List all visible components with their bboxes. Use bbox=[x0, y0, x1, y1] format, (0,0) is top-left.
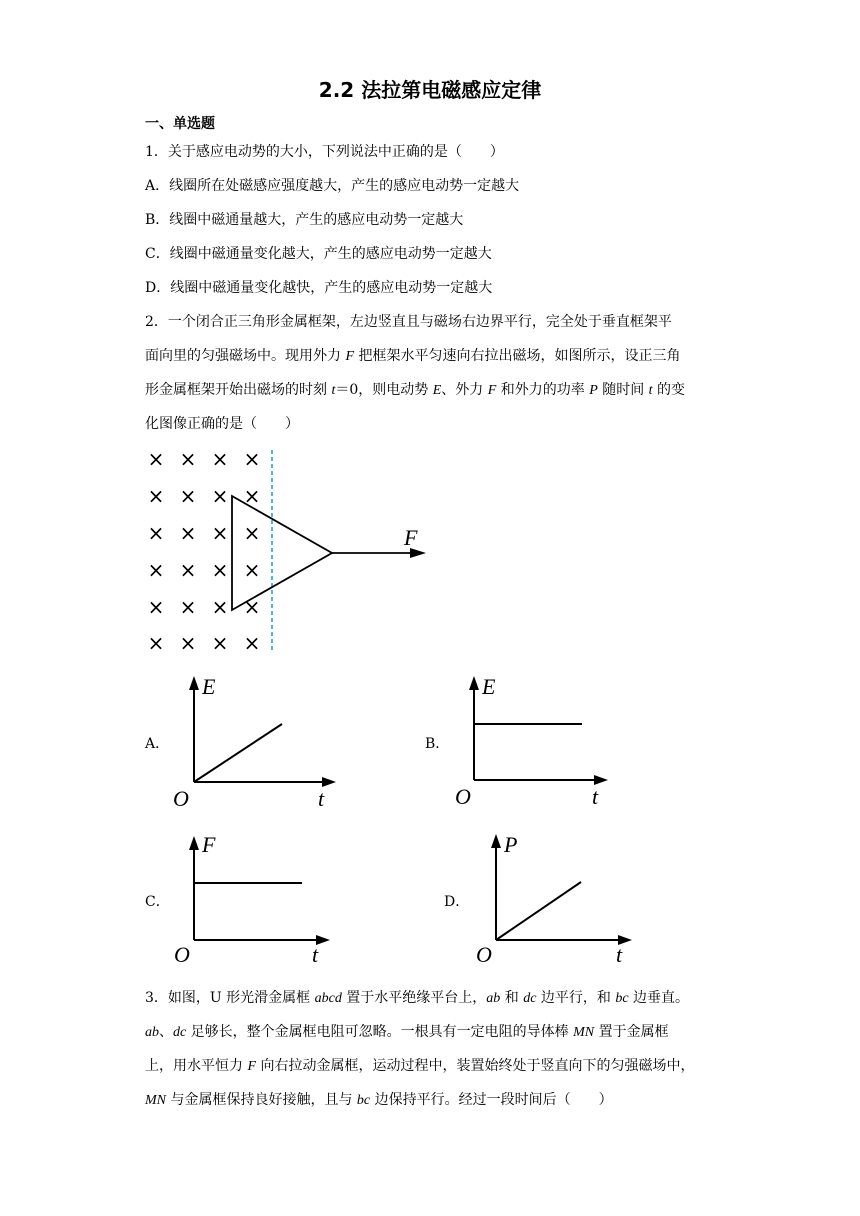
graph-c-origin: O bbox=[174, 942, 190, 967]
field-x-mark: × bbox=[243, 484, 261, 508]
q2-option-d-label: D． bbox=[444, 894, 470, 910]
graph-a bbox=[173, 674, 336, 811]
field-x-mark: × bbox=[147, 558, 165, 582]
graph-b-y-label: E bbox=[482, 674, 496, 699]
field-x-mark: × bbox=[147, 447, 165, 471]
graph-d-curve bbox=[496, 882, 581, 940]
q2-option-a-label: A． bbox=[145, 736, 170, 752]
graph-d-origin: O bbox=[476, 942, 492, 967]
field-x-mark: × bbox=[243, 558, 261, 582]
field-x-mark: × bbox=[179, 558, 197, 582]
q3-line-2: ab、dc 足够长，整个金属框电阻可忽略。一根具有一定电阻的导体棒 MN 置于金属框 bbox=[145, 1024, 669, 1040]
q3-line-1: 3．如图，U 形光滑金属框 abcd 置于水平绝缘平台上，ab 和 dc 边平行，和 bc 边垂直。 bbox=[145, 990, 689, 1006]
graph-b-x-label: t bbox=[592, 784, 599, 809]
q2-option-b-label: B． bbox=[425, 736, 450, 752]
page-title: 2.2 法拉第电磁感应定律 bbox=[318, 78, 542, 102]
graph-a-y-label: E bbox=[202, 674, 216, 699]
field-x-mark: × bbox=[179, 595, 197, 619]
q1-option-a: A．线圈所在处磁感应强度越大，产生的感应电动势一定越大 bbox=[145, 178, 520, 194]
q3-line-4: MN 与金属框保持良好接触，且与 bc 边保持平行。经过一段时间后（ ） bbox=[145, 1092, 613, 1108]
graph-d-y-label: P bbox=[504, 832, 518, 857]
field-x-mark: × bbox=[179, 447, 197, 471]
graph-a-x-label: t bbox=[318, 786, 325, 811]
force-label: F bbox=[404, 525, 418, 550]
graph-b bbox=[455, 674, 608, 809]
field-x-mark: × bbox=[147, 521, 165, 545]
field-x-mark: × bbox=[211, 484, 229, 508]
q1-option-b: B．线圈中磁通量越大，产生的感应电动势一定越大 bbox=[145, 212, 464, 228]
field-x-mark: × bbox=[147, 631, 165, 655]
field-x-mark: × bbox=[211, 595, 229, 619]
graph-a-curve bbox=[194, 724, 282, 782]
graph-d-x-label: t bbox=[616, 942, 623, 967]
field-x-mark: × bbox=[147, 484, 165, 508]
field-x-mark: × bbox=[179, 521, 197, 545]
q2-line-2: 面向里的匀强磁场中。现用外力 F 把框架水平匀速向右拉出磁场，如图所示，设正三角 bbox=[145, 348, 681, 364]
graph-c bbox=[174, 832, 330, 967]
field-x-mark: × bbox=[179, 631, 197, 655]
graph-a-origin: O bbox=[173, 786, 189, 811]
q3-line-3: 上，用水平恒力 F 向右拉动金属框，运动过程中，装置始终处于竖直向下的匀强磁场中， bbox=[145, 1058, 695, 1074]
section-heading: 一、单选题 bbox=[145, 116, 215, 132]
q1-stem: 1．关于感应电动势的大小，下列说法中正确的是（ ） bbox=[145, 144, 504, 160]
triangle-frame bbox=[232, 496, 332, 610]
field-x-mark: × bbox=[243, 631, 261, 655]
field-x-mark: × bbox=[243, 447, 261, 471]
q1-option-d: D．线圈中磁通量变化越快，产生的感应电动势一定越大 bbox=[145, 280, 493, 296]
field-x-mark: × bbox=[147, 595, 165, 619]
graph-c-x-label: t bbox=[312, 942, 319, 967]
field-x-mark: × bbox=[243, 521, 261, 545]
field-x-mark: × bbox=[211, 447, 229, 471]
field-x-mark: × bbox=[179, 484, 197, 508]
q2-line-4: 化图像正确的是（ ） bbox=[145, 416, 299, 432]
q2-line-3: 形金属框架开始出磁场的时刻 t＝0，则电动势 E、外力 F 和外力的功率 P 随时间 t 的变 bbox=[145, 382, 685, 398]
q2-option-c-label: C． bbox=[145, 894, 170, 910]
magnetic-field-marks bbox=[148, 447, 261, 655]
graph-c-y-label: F bbox=[202, 832, 216, 857]
q1-option-c: C．线圈中磁通量变化越大，产生的感应电动势一定越大 bbox=[145, 246, 492, 262]
graph-b-origin: O bbox=[455, 784, 471, 809]
field-x-mark: × bbox=[211, 631, 229, 655]
field-x-mark: × bbox=[211, 521, 229, 545]
q2-line-1: 2．一个闭合正三角形金属框架，左边竖直且与磁场右边界平行，完全处于垂直框架平 bbox=[145, 314, 672, 330]
field-x-mark: × bbox=[211, 558, 229, 582]
graph-d bbox=[476, 832, 632, 967]
field-x-mark: × bbox=[243, 595, 261, 619]
